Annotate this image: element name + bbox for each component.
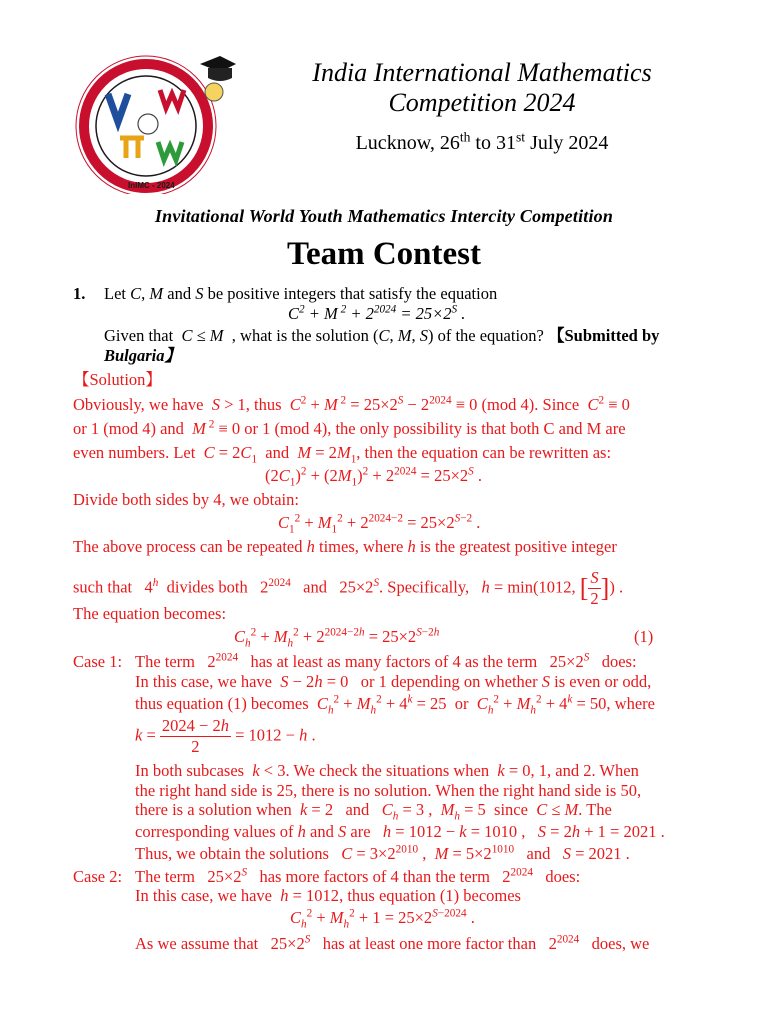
case1-line-3: thus equation (1) becomes $C_h^2 + M_h^2 + 4^k = 25$ or $C_h^2 + M_h^2 + 4^k = 50$, where: [135, 693, 655, 717]
solution-line-1: Obviously, we have S > 1, thus $C^2 + M$ $^2 = 25\times 2^S - 2^{2024} \equiv 0$ (mod 4). Since $C^2 \equiv 0$: [73, 394, 630, 414]
problem-number: 1.: [73, 284, 86, 303]
case1-line-6: the right hand side is 25, there is no solution. When the right hand side is 50,: [135, 781, 642, 800]
competition-title: India International Mathematics Competition 2024: [312, 58, 652, 117]
k-definition: k = $\frac{2024 - 2h}{2}$ = 1012 − h .: [135, 716, 316, 756]
case2-line-1: The term $25\times 2^S$ has more factors of 4 than the term $2^{2024}$ does:: [135, 866, 581, 886]
case2-equation: $C_h^2 + M_h^2 + 1 = 25\times 2^{S-2024}$ .: [290, 907, 475, 931]
logo-bottom-text: InIMC - 2024: [128, 181, 175, 190]
case2-line-4: As we assume that $25\times 2^S$ has at least one more factor than $2^{2024}$ does, we: [135, 933, 650, 953]
case1-label: Case 1:: [73, 652, 123, 671]
case2-label: Case 2:: [73, 867, 123, 886]
divide-line: Divide both sides by 4, we obtain:: [73, 490, 299, 509]
contest-subtitle: Invitational World Youth Mathematics Intercity Competition: [154, 206, 614, 226]
case1-line-7: there is a solution when k = 2 and $C_h = 3$ , $M_h = 5$ since C ≤ M. The: [135, 800, 612, 823]
contest-title: Team Contest: [286, 236, 482, 272]
such-that-line: such that 4$^h$ divides both $2^{2024}$ and $25\times 2^S$. Specifically, h = min(1012, [ $\frac{S}{2}$ ]) .: [73, 568, 624, 608]
equation-divided: $C_1^2 + M_1^2 + 2^{2024-2} = 25\times 2^{S-2}$ .: [278, 512, 481, 536]
case1-line-5: In both subcases k < 3. We check the situations when k = 0, 1, and 2. When: [135, 761, 639, 780]
equation-1: $C_h^2 + M_h^2 + 2^{2024-2h} = 25\times 2^{S-2h}$: [234, 626, 440, 650]
solution-header: 【Solution】: [73, 370, 162, 389]
repeat-line: The above process can be repeated h times, where h is the greatest positive integer: [73, 537, 617, 556]
competition-logo: [68, 42, 236, 194]
problem-question: Given that C ≤ M , what is the solution (C, M, S) of the equation? 【Submitted by: [104, 326, 660, 345]
becomes-line: The equation becomes:: [73, 604, 227, 623]
problem-statement: Let C, M and S be positive integers that satisfy the equation: [104, 284, 498, 303]
problem-country: Bulgaria】: [104, 346, 182, 365]
case1-line-2: In this case, we have S − 2h = 0 or 1 depending on whether S is even or odd,: [135, 672, 652, 691]
equation-rewritten: $(2C_1)^2 + (2M_1)^2 + 2^{2024} = 25\times 2^S$ .: [265, 465, 482, 489]
location-date: Lucknow, 26th to 31st July 2024: [355, 129, 609, 154]
solution-line-3: even numbers. Let $C = 2C_1$ and $M = 2M_1$, then the equation can be rewritten as:: [73, 443, 612, 466]
problem-equation: $C^2 + M$ $^2 + 2^{2024} = 25\times 2^S$ .: [288, 303, 466, 323]
case1-line-1: The term $2^{2024}$ has at least as many factors of 4 as the term $25\times 2^S$ does:: [135, 651, 637, 671]
solution-line-2: or 1 (mod 4) and M $^2$ ≡ 0 or 1 (mod 4), the only possibility is that both C and M are: [73, 418, 626, 438]
case1-solutions: Thus, we obtain the solutions $C = 3\times 2^{2010}$ , $M = 5\times 2^{1010}$ and S = 2021 .: [135, 843, 630, 863]
equation-number: (1): [634, 627, 654, 646]
case1-line-8: corresponding values of h and S are h = 1012 − k = 1010 , S = 2h + 1 = 2021 .: [135, 822, 665, 841]
case2-line-2: In this case, we have h = 1012, thus equation (1) becomes: [135, 886, 521, 905]
